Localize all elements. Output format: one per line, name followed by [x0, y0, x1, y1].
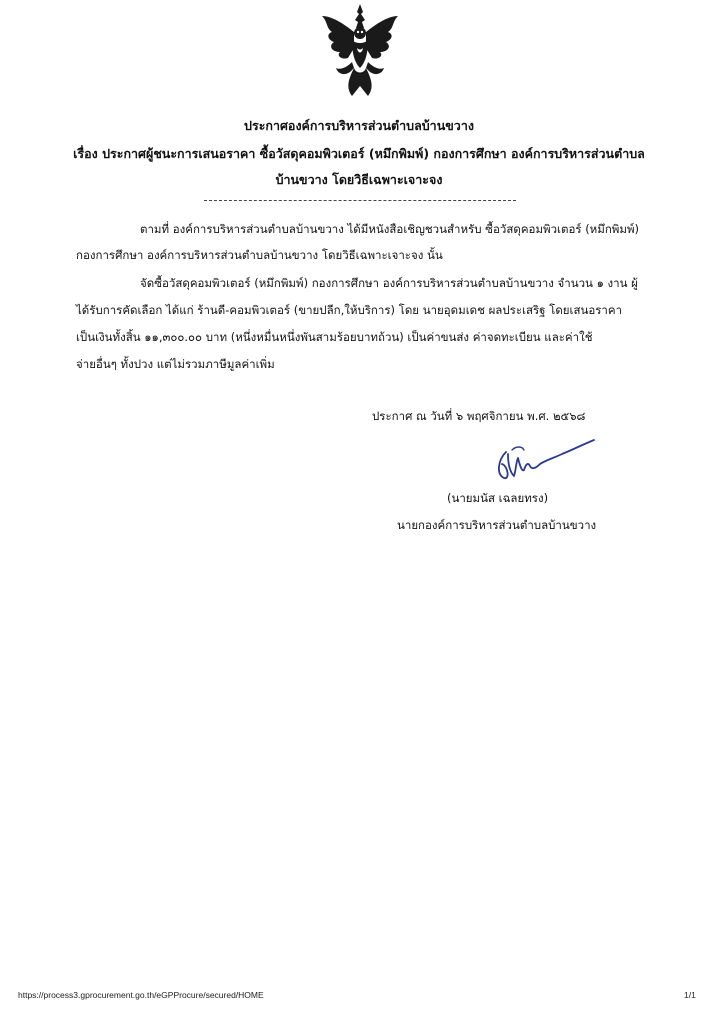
subject-line-1: เรื่อง ประกาศผู้ชนะการเสนอราคา ซื้อวัสดุคอมพิวเตอร์ (หมึกพิมพ์) กองการศึกษา องค์การบริหารส่วนตำบล [73, 146, 645, 161]
announcement-date: ประกาศ ณ วันที่ ๖ พฤศจิกายน พ.ศ. ๒๕๖๘ [372, 409, 586, 423]
header-divider [204, 200, 516, 201]
garuda-emblem-icon [318, 2, 402, 98]
paragraph-2-line-2: ได้รับการคัดเลือก ได้แก่ ร้านดี-คอมพิวเตอร์ (ขายปลีก,ให้บริการ) โดย นายอุดมเดช ผลประเสริฐ โดยเสนอราคา [76, 303, 623, 317]
page-number: 1/1 [684, 990, 696, 1000]
signatory-name: (นายมนัส เฉลยทรง) [447, 491, 549, 505]
handwritten-signature-icon [488, 430, 598, 486]
subject-line-2: บ้านขวาง โดยวิธีเฉพาะเจาะจง [275, 172, 443, 187]
footer-url: https://process3.gprocurement.go.th/eGPProcure/secured/HOME [18, 990, 264, 1000]
paragraph-2-line-3: เป็นเงินทั้งสิ้น ๑๑,๓๐๐.๐๐ บาท (หนึ่งหมื่นหนึ่งพันสามร้อยบาทถ้วน) เป็นค่าขนส่ง ค่าจดทะเบียน และค่าใช้ [76, 330, 593, 344]
paragraph-1-line-2: กองการศึกษา องค์การบริหารส่วนตำบลบ้านขวาง โดยวิธีเฉพาะเจาะจง นั้น [76, 248, 443, 262]
paragraph-2-line-4: จ่ายอื่นๆ ทั้งปวง แต่ไม่รวมภาษีมูลค่าเพิ่ม [76, 357, 275, 371]
paragraph-1-line-1: ตามที่ องค์การบริหารส่วนตำบลบ้านขวาง ได้มีหนังสือเชิญชวนสำหรับ ซื้อวัสดุคอมพิวเตอร์ (หมึกพิมพ์) [140, 222, 640, 236]
signatory-position: นายกองค์การบริหารส่วนตำบลบ้านขวาง [397, 518, 597, 532]
announcement-title: ประกาศองค์การบริหารส่วนตำบลบ้านขวาง [244, 118, 474, 133]
paragraph-2-line-1: จัดซื้อวัสดุคอมพิวเตอร์ (หมึกพิมพ์) กองการศึกษา องค์การบริหารส่วนตำบลบ้านขวาง จำนวน ๑ งาน ผู้ [140, 276, 638, 290]
